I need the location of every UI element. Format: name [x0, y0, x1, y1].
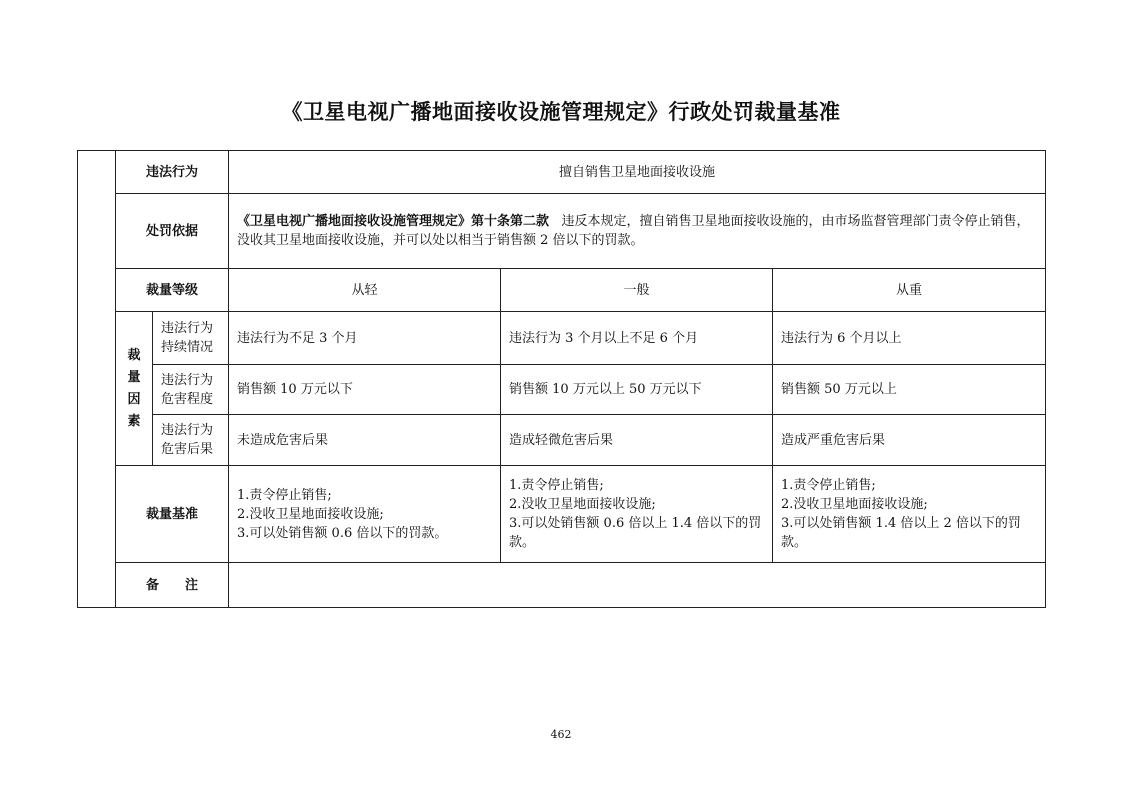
levels-label: 裁量等级: [116, 269, 229, 312]
factor-name: 违法行为危害后果: [153, 415, 229, 466]
remarks-value: [229, 563, 1046, 608]
row-factor-consequence: [78, 415, 1046, 466]
remarks-label: 备 注: [116, 563, 229, 608]
standard-line: 3.可以处销售额 0.6 倍以上 1.4 倍以下的罚款。: [509, 516, 762, 550]
level-light: 从轻: [229, 269, 501, 312]
factor-cell-normal: 造成轻微危害后果: [501, 415, 773, 466]
level-normal: 一般: [501, 269, 773, 312]
standard-light: [229, 466, 501, 563]
row-behavior: [78, 151, 1046, 194]
row-standard: [78, 466, 1046, 563]
factor-cell-normal: 销售额 10 万元以上 50 万元以下: [501, 365, 773, 415]
page-number: 462: [550, 728, 572, 741]
level-heavy: 从重: [773, 269, 1046, 312]
factor-cell-heavy: 违法行为 6 个月以上: [773, 312, 1046, 365]
factor-cell-light: 未造成危害后果: [229, 415, 501, 466]
factor-cell-light: 销售额 10 万元以下: [229, 365, 501, 415]
left-margin-cell: [78, 151, 116, 608]
row-remarks: [78, 563, 1046, 608]
row-levels: [78, 269, 1046, 312]
factor-cell-heavy: 造成严重危害后果: [773, 415, 1046, 466]
row-basis: [78, 194, 1046, 269]
standard-line: 3.可以处销售额 1.4 倍以上 2 倍以下的罚款。: [781, 516, 1021, 550]
standard-line: 3.可以处销售额 0.6 倍以下的罚款。: [237, 525, 448, 541]
basis-label: 处罚依据: [116, 194, 229, 269]
factors-group-label: 裁量因素: [116, 312, 153, 466]
behavior-value: 擅自销售卫星地面接收设施: [229, 151, 1046, 194]
standard-label: 裁量基准: [116, 466, 229, 563]
standard-normal: [501, 466, 773, 563]
row-factor-duration: [78, 312, 1046, 365]
factor-cell-normal: 违法行为 3 个月以上不足 6 个月: [501, 312, 773, 365]
factor-cell-light: 违法行为不足 3 个月: [229, 312, 501, 365]
standard-line: 2.没收卫星地面接收设施;: [237, 506, 384, 522]
row-factor-degree: [78, 365, 1046, 415]
standard-line: 2.没收卫星地面接收设施;: [781, 497, 928, 512]
standard-line: 1.责令停止销售;: [781, 478, 876, 493]
standard-line: 1.责令停止销售;: [509, 478, 604, 493]
basis-text: 违反本规定，擅自销售卫星地面接收设施的，由市场监督管理部门责令停止销售，没收其卫星地面接收设施，并可以处以相当于销售额 2 倍以下的罚款。: [237, 214, 1030, 248]
basis-content: [229, 194, 1046, 269]
standard-line: 2.没收卫星地面接收设施;: [509, 497, 656, 512]
factor-name: 违法行为持续情况: [153, 312, 229, 365]
penalty-discretion-table: [77, 150, 1046, 608]
basis-law-citation: 《卫星电视广播地面接收设施管理规定》第十条第二款: [237, 214, 550, 229]
page-title: 《卫星电视广播地面接收设施管理规定》行政处罚裁量基准: [281, 100, 841, 124]
factor-name: 违法行为危害程度: [153, 365, 229, 415]
standard-heavy: [773, 466, 1046, 563]
behavior-label: 违法行为: [116, 151, 229, 194]
standard-line: 1.责令停止销售;: [237, 487, 332, 503]
factor-cell-heavy: 销售额 50 万元以上: [773, 365, 1046, 415]
